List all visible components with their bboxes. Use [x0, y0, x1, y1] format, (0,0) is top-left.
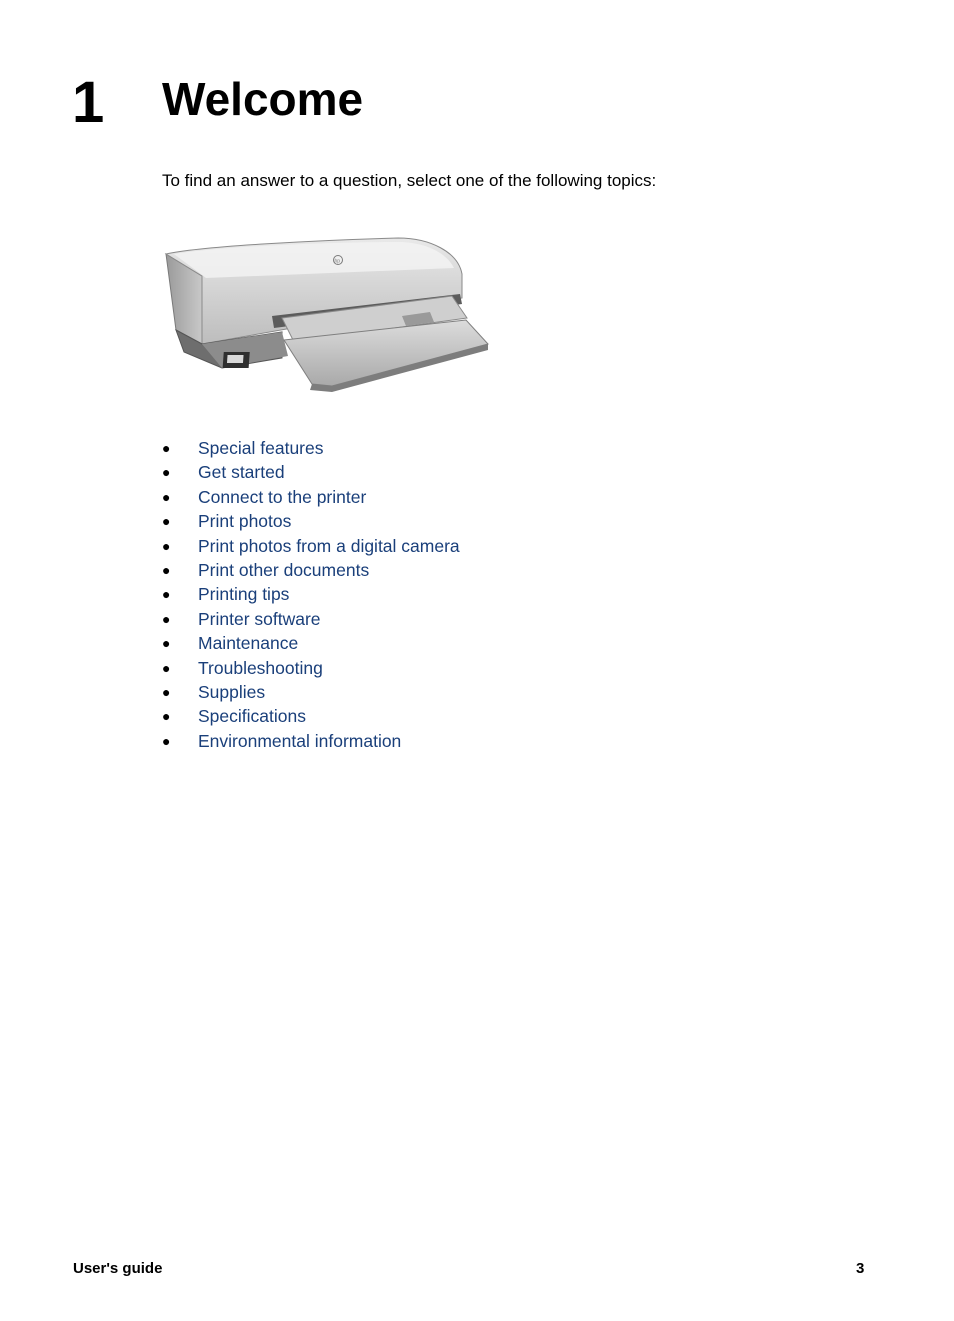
topic-link[interactable]: Supplies [198, 681, 266, 702]
printer-illustration [162, 234, 492, 399]
bullet-icon: ● [162, 610, 171, 627]
bullet-icon: ● [162, 440, 171, 456]
bullet-icon: ● [162, 464, 171, 481]
topic-link[interactable]: Troubleshooting [198, 657, 323, 678]
topic-link[interactable]: Special features [198, 438, 324, 458]
topic-link[interactable]: Connect to the printer [198, 486, 367, 507]
bullet-icon: ● [162, 537, 171, 554]
bullet-icon: ● [162, 708, 171, 725]
hp-logo-icon: hp [334, 258, 341, 265]
bullet-icon: ● [162, 732, 171, 749]
topic-link[interactable]: Printer software [198, 608, 321, 629]
topic-link[interactable]: Printing tips [198, 584, 290, 605]
topic-link[interactable]: Maintenance [198, 633, 299, 654]
topic-link[interactable]: Specifications [198, 706, 306, 727]
bullet-icon: ● [162, 683, 171, 700]
topic-link[interactable]: Print photos from a digital camera [198, 535, 460, 556]
bullet-icon: ● [162, 635, 171, 652]
topic-link[interactable]: Print other documents [198, 559, 370, 580]
topic-link[interactable]: Environmental information [198, 730, 402, 751]
bullet-icon: ● [162, 561, 171, 578]
footer-guide-title: User's guide [73, 1260, 163, 1277]
topic-link[interactable]: Get started [198, 462, 285, 483]
intro-text: To find an answer to a question, select one of the following topics: [162, 171, 657, 190]
page-title: Welcome [162, 73, 364, 125]
topic-link[interactable]: Print photos [198, 511, 292, 532]
bullet-icon: ● [162, 488, 171, 505]
chapter-number: 1 [72, 70, 105, 135]
bullet-icon: ● [162, 659, 171, 676]
bullet-icon: ● [162, 513, 171, 530]
footer-page-number: 3 [856, 1260, 865, 1277]
bullet-icon: ● [162, 586, 171, 603]
